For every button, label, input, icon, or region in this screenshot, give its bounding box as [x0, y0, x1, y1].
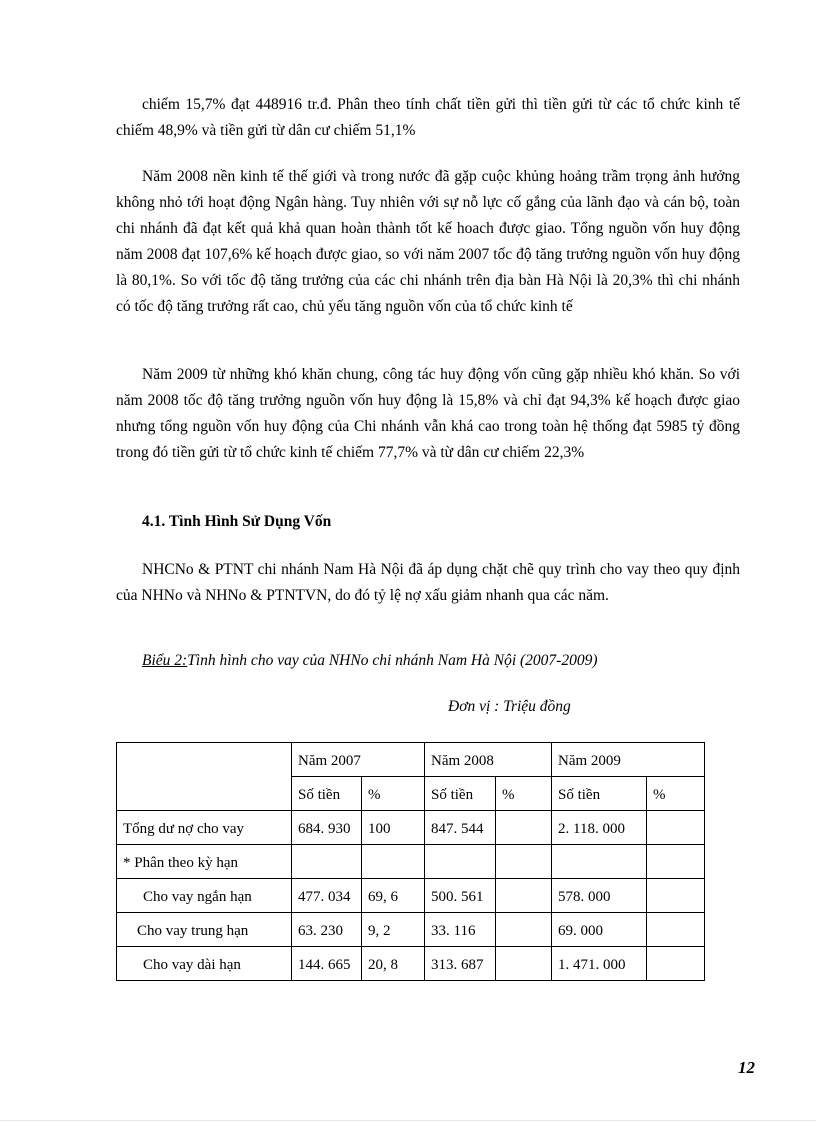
table-caption	[142, 652, 598, 670]
cell-amount-2007: 144. 665	[292, 947, 362, 981]
cell-percent-2008	[496, 811, 552, 845]
cell-percent-2007	[362, 845, 425, 879]
cell-amount-2007: 63. 230	[292, 913, 362, 947]
table-row	[117, 947, 705, 981]
cell-amount-2009: 578. 000	[552, 879, 647, 913]
header-percent-2007: %	[362, 777, 425, 811]
page-number: 12	[738, 1058, 755, 1077]
paragraph-2009: Năm 2009 từ những khó khăn chung, công tác huy động vốn cũng gặp nhiều khó khăn. So với năm 2008 tốc độ tăng trưởng nguồn vốn huy động là 15,8% và chỉ đạt 94,3% kế hoạch được giao nhưng tổng nguồn vốn huy động của Chi nhánh vẫn khá cao trong toàn hệ thống đạt 5985 tỷ đồng trong đó tiền gửi từ tổ chức kinh tế chiếm 77,7% và từ dân cư chiếm 22,3%	[116, 366, 740, 461]
page-bottom-rule	[0, 1120, 816, 1121]
header-year-2007: Năm 2007	[292, 743, 425, 777]
row-label: Tổng dư nợ cho vay	[117, 811, 292, 845]
cell-amount-2007: 684. 930	[292, 811, 362, 845]
caption-text: Tình hình cho vay của NHNo chi nhánh Nam Hà Nội (2007-2009)	[187, 652, 598, 669]
cell-amount-2008: 847. 544	[425, 811, 496, 845]
header-year-2009: Năm 2009	[552, 743, 705, 777]
cell-percent-2009	[647, 845, 705, 879]
cell-percent-2008	[496, 845, 552, 879]
cell-percent-2007: 20, 8	[362, 947, 425, 981]
header-year-2008: Năm 2008	[425, 743, 552, 777]
cell-percent-2007: 69, 6	[362, 879, 425, 913]
cell-amount-2008: 313. 687	[425, 947, 496, 981]
caption-lead: Biểu 2:	[142, 652, 188, 669]
cell-percent-2007: 100	[362, 811, 425, 845]
section-heading: 4.1. Tình Hình Sử Dụng Vốn	[142, 513, 332, 530]
cell-percent-2008	[496, 913, 552, 947]
cell-percent-2008	[496, 947, 552, 981]
table-row	[117, 913, 705, 947]
cell-amount-2009	[552, 845, 647, 879]
paragraph-lending-policy: NHCNo & PTNT chi nhánh Nam Hà Nội đã áp dụng chặt chẽ quy trình cho vay theo quy định của NHNo và NHNo & PTNTVN, do đó tỷ lệ nợ xấu giảm nhanh qua các năm.	[116, 561, 740, 604]
table-row	[117, 811, 705, 845]
cell-amount-2008: 33. 116	[425, 913, 496, 947]
header-amount-2008: Số tiền	[425, 777, 496, 811]
header-percent-2008: %	[496, 777, 552, 811]
cell-percent-2008	[496, 879, 552, 913]
row-label: Cho vay ngắn hạn	[117, 879, 292, 913]
cell-percent-2009	[647, 879, 705, 913]
cell-amount-2009: 2. 118. 000	[552, 811, 647, 845]
cell-amount-2008: 500. 561	[425, 879, 496, 913]
row-label: Cho vay trung hạn	[117, 913, 292, 947]
table-header-year-row	[117, 743, 705, 777]
paragraph-2008: Năm 2008 nền kinh tế thế giới và trong nước đã gặp cuộc khủng hoảng trầm trọng ảnh hưởng không nhỏ tới hoạt động Ngân hàng. Tuy nhiên với sự nỗ lực cố gắng của lãnh đạo và cán bộ, toàn chi nhánh đã đạt kết quả khả quan hoàn thành tốt kế hoach được giao. Tổng nguồn vốn huy động năm 2008 đạt 107,6% kế hoạch được giao, so với năm 2007 tốc độ tăng trưởng nguồn vốn huy động là 80,1%. So với tốc độ tăng trưởng của các chi nhánh trên địa bàn Hà Nội là 20,3% thì chi nhánh có tốc độ tăng trưởng rất cao, chủ yếu tăng nguồn vốn của tổ chức kinh tế	[116, 168, 740, 315]
table-row	[117, 845, 705, 879]
loan-table	[116, 742, 705, 981]
cell-percent-2009	[647, 913, 705, 947]
cell-amount-2008	[425, 845, 496, 879]
cell-percent-2009	[647, 811, 705, 845]
row-label: * Phân theo kỳ hạn	[117, 845, 292, 879]
header-blank-cell	[117, 743, 292, 811]
table-row	[117, 879, 705, 913]
cell-percent-2009	[647, 947, 705, 981]
header-percent-2009: %	[647, 777, 705, 811]
cell-amount-2009: 1. 471. 000	[552, 947, 647, 981]
row-label: Cho vay dài hạn	[117, 947, 292, 981]
cell-percent-2007: 9, 2	[362, 913, 425, 947]
paragraph-deposit-structure: chiếm 15,7% đạt 448916 tr.đ. Phân theo tính chất tiền gửi thì tiền gửi từ các tổ chức kinh tế chiếm 48,9% và tiền gửi từ dân cư chiếm 51,1%	[116, 96, 740, 139]
header-amount-2007: Số tiền	[292, 777, 362, 811]
cell-amount-2007: 477. 034	[292, 879, 362, 913]
header-amount-2009: Số tiền	[552, 777, 647, 811]
cell-amount-2007	[292, 845, 362, 879]
unit-note: Đơn vị : Triệu đồng	[448, 698, 571, 715]
cell-amount-2009: 69. 000	[552, 913, 647, 947]
